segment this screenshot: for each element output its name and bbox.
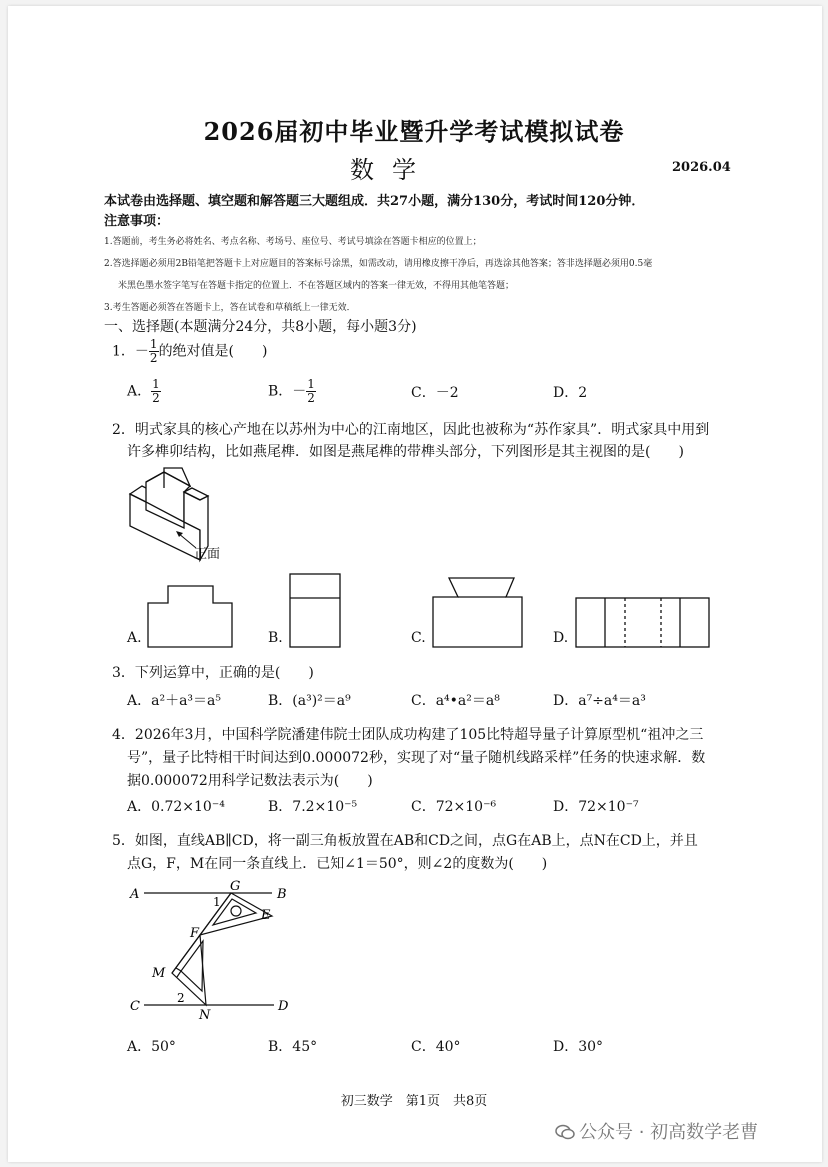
q1-opt-a-num: 1 bbox=[152, 377, 160, 391]
q1-text: 的绝对值是( ) bbox=[158, 343, 268, 360]
q5-option-c: C．40° bbox=[411, 1039, 461, 1055]
note-2: 2.答选择题必须用2B铅笔把答题卡上对应题目的答案标号涂黑，如需改动，请用橡皮擦干净后，再选涂其他答案；答非选择题必须用0.5毫 bbox=[104, 259, 653, 269]
q2-option-c: C. bbox=[411, 630, 426, 646]
q4-option-b: B．7.2×10⁻⁵ bbox=[268, 799, 358, 815]
question-1 bbox=[112, 338, 268, 365]
label-a: A bbox=[130, 887, 140, 902]
label-g: G bbox=[230, 879, 241, 894]
note-1: 1.答题前，考生务必将姓名、考点名称、考场号、座位号、考试号填涂在答题卡相应的位置上； bbox=[104, 237, 482, 247]
question-2-line1: 2．明式家具的核心产地在以苏州为中心的江南地区，因此也被称为“苏作家具”．明式家具中用到 bbox=[112, 422, 710, 438]
q1-option-a bbox=[127, 378, 161, 405]
q2-figure-b bbox=[290, 574, 340, 647]
subject-title: 数学 bbox=[350, 156, 434, 184]
q4-option-a: A．0.72×10⁻⁴ bbox=[127, 799, 225, 815]
note-3: 3.考生答题必须答在答题卡上，答在试卷和草稿纸上一律无效． bbox=[104, 303, 356, 313]
section-choice-heading: 一、选择题(本题满分24分，共8小题，每小题3分) bbox=[104, 319, 417, 335]
q1-opt-a-den: 2 bbox=[152, 391, 160, 405]
q1-opt-b-den: 2 bbox=[307, 391, 315, 405]
q3-option-d: D．a⁷÷a⁴＝a³ bbox=[553, 693, 646, 709]
q3-option-b: B．(a³)²＝a⁹ bbox=[268, 693, 351, 709]
angle-1-label: 1 bbox=[213, 895, 221, 909]
question-5-line2: 点G，F，M在同一条直线上．已知∠1＝50°，则∠2的度数为( ) bbox=[127, 856, 548, 872]
wechat-icon bbox=[555, 1124, 575, 1140]
page-footer: 初三数学 第1页 共8页 bbox=[340, 1094, 488, 1109]
q5-option-b: B．45° bbox=[268, 1039, 318, 1055]
q1-option-c: C．－2 bbox=[411, 385, 459, 401]
question-5-line1: 5．如图，直线AB∥CD，将一副三角板放置在AB和CD之间，点G在AB上，点N在CD上，并且 bbox=[112, 833, 698, 849]
label-m: M bbox=[152, 966, 166, 981]
q1-opt-b-label: B．－ bbox=[268, 383, 307, 400]
exam-intro: 本试卷由选择题、填空题和解答题三大题组成．共27小题，满分130分，考试时间120分钟． bbox=[104, 194, 645, 209]
q1-opt-b-fraction bbox=[306, 378, 316, 405]
note-2-cont: 米黑色墨水签字笔写在答题卡指定的位置上．不在答题区域内的答案一律无效，不得用其他笔答题； bbox=[118, 281, 515, 291]
q4-option-d: D．72×10⁻⁷ bbox=[553, 799, 639, 815]
q4-option-c: C．72×10⁻⁶ bbox=[411, 799, 497, 815]
label-b: B bbox=[277, 887, 287, 902]
q1-opt-a-label: A． bbox=[127, 383, 152, 400]
question-4-line3: 据0.000072用科学记数法表示为( ) bbox=[127, 773, 373, 789]
q3-option-a: A．a²＋a³＝a⁵ bbox=[127, 693, 221, 709]
notes-heading: 注意事项： bbox=[104, 214, 170, 229]
q5-option-a: A．50° bbox=[127, 1039, 176, 1055]
question-4-line1: 4．2026年3月，中国科学院潘建伟院士团队成功构建了105比特超导量子计算原型机“祖冲之三 bbox=[112, 727, 704, 743]
q1-frac-num: 1 bbox=[149, 337, 158, 351]
question-3: 3．下列运算中，正确的是( ) bbox=[112, 665, 314, 681]
q5-option-d: D．30° bbox=[553, 1039, 604, 1055]
exam-date: 2026.04 bbox=[672, 160, 731, 175]
label-n: N bbox=[199, 1008, 211, 1023]
label-f: F bbox=[190, 926, 200, 941]
q1-number: 1． bbox=[112, 343, 135, 360]
q1-fraction bbox=[149, 338, 159, 365]
front-label: 正面 bbox=[194, 547, 221, 562]
q1-opt-b-num: 1 bbox=[307, 377, 315, 391]
angle-2-label: 2 bbox=[177, 991, 185, 1005]
watermark bbox=[555, 1118, 758, 1144]
q2-option-a: A. bbox=[127, 630, 142, 646]
q1-opt-a-fraction bbox=[151, 378, 161, 405]
q2-option-d: D. bbox=[553, 630, 569, 646]
question-2-line2: 许多榫卯结构，比如燕尾榫．如图是燕尾榫的带榫头部分，下列图形是其主视图的是( ) bbox=[127, 444, 684, 460]
q1-option-d: D．2 bbox=[553, 385, 588, 401]
q1-option-b bbox=[268, 378, 316, 405]
question-4-line2: 号”，量子比特相干时间达到0.000072秒，实现了对“量子随机线路采样”任务的快速求解．数 bbox=[127, 750, 706, 766]
q3-option-c: C．a⁴•a²＝a⁸ bbox=[411, 693, 500, 709]
label-e: E bbox=[261, 908, 271, 923]
watermark-text: 公众号 · 初高数学老曹 bbox=[579, 1122, 759, 1143]
q2-figure-a bbox=[148, 586, 232, 647]
q1-minus: － bbox=[134, 343, 149, 360]
q2-figure-c bbox=[433, 578, 522, 647]
label-c: C bbox=[130, 999, 140, 1014]
q5-geometry-figure bbox=[120, 876, 310, 1026]
q1-frac-den: 2 bbox=[149, 351, 158, 365]
q2-figure-d bbox=[576, 598, 709, 647]
exam-title: 2026届初中毕业暨升学考试模拟试卷 bbox=[203, 117, 625, 146]
q2-option-b: B. bbox=[268, 630, 283, 646]
label-d: D bbox=[278, 999, 289, 1014]
